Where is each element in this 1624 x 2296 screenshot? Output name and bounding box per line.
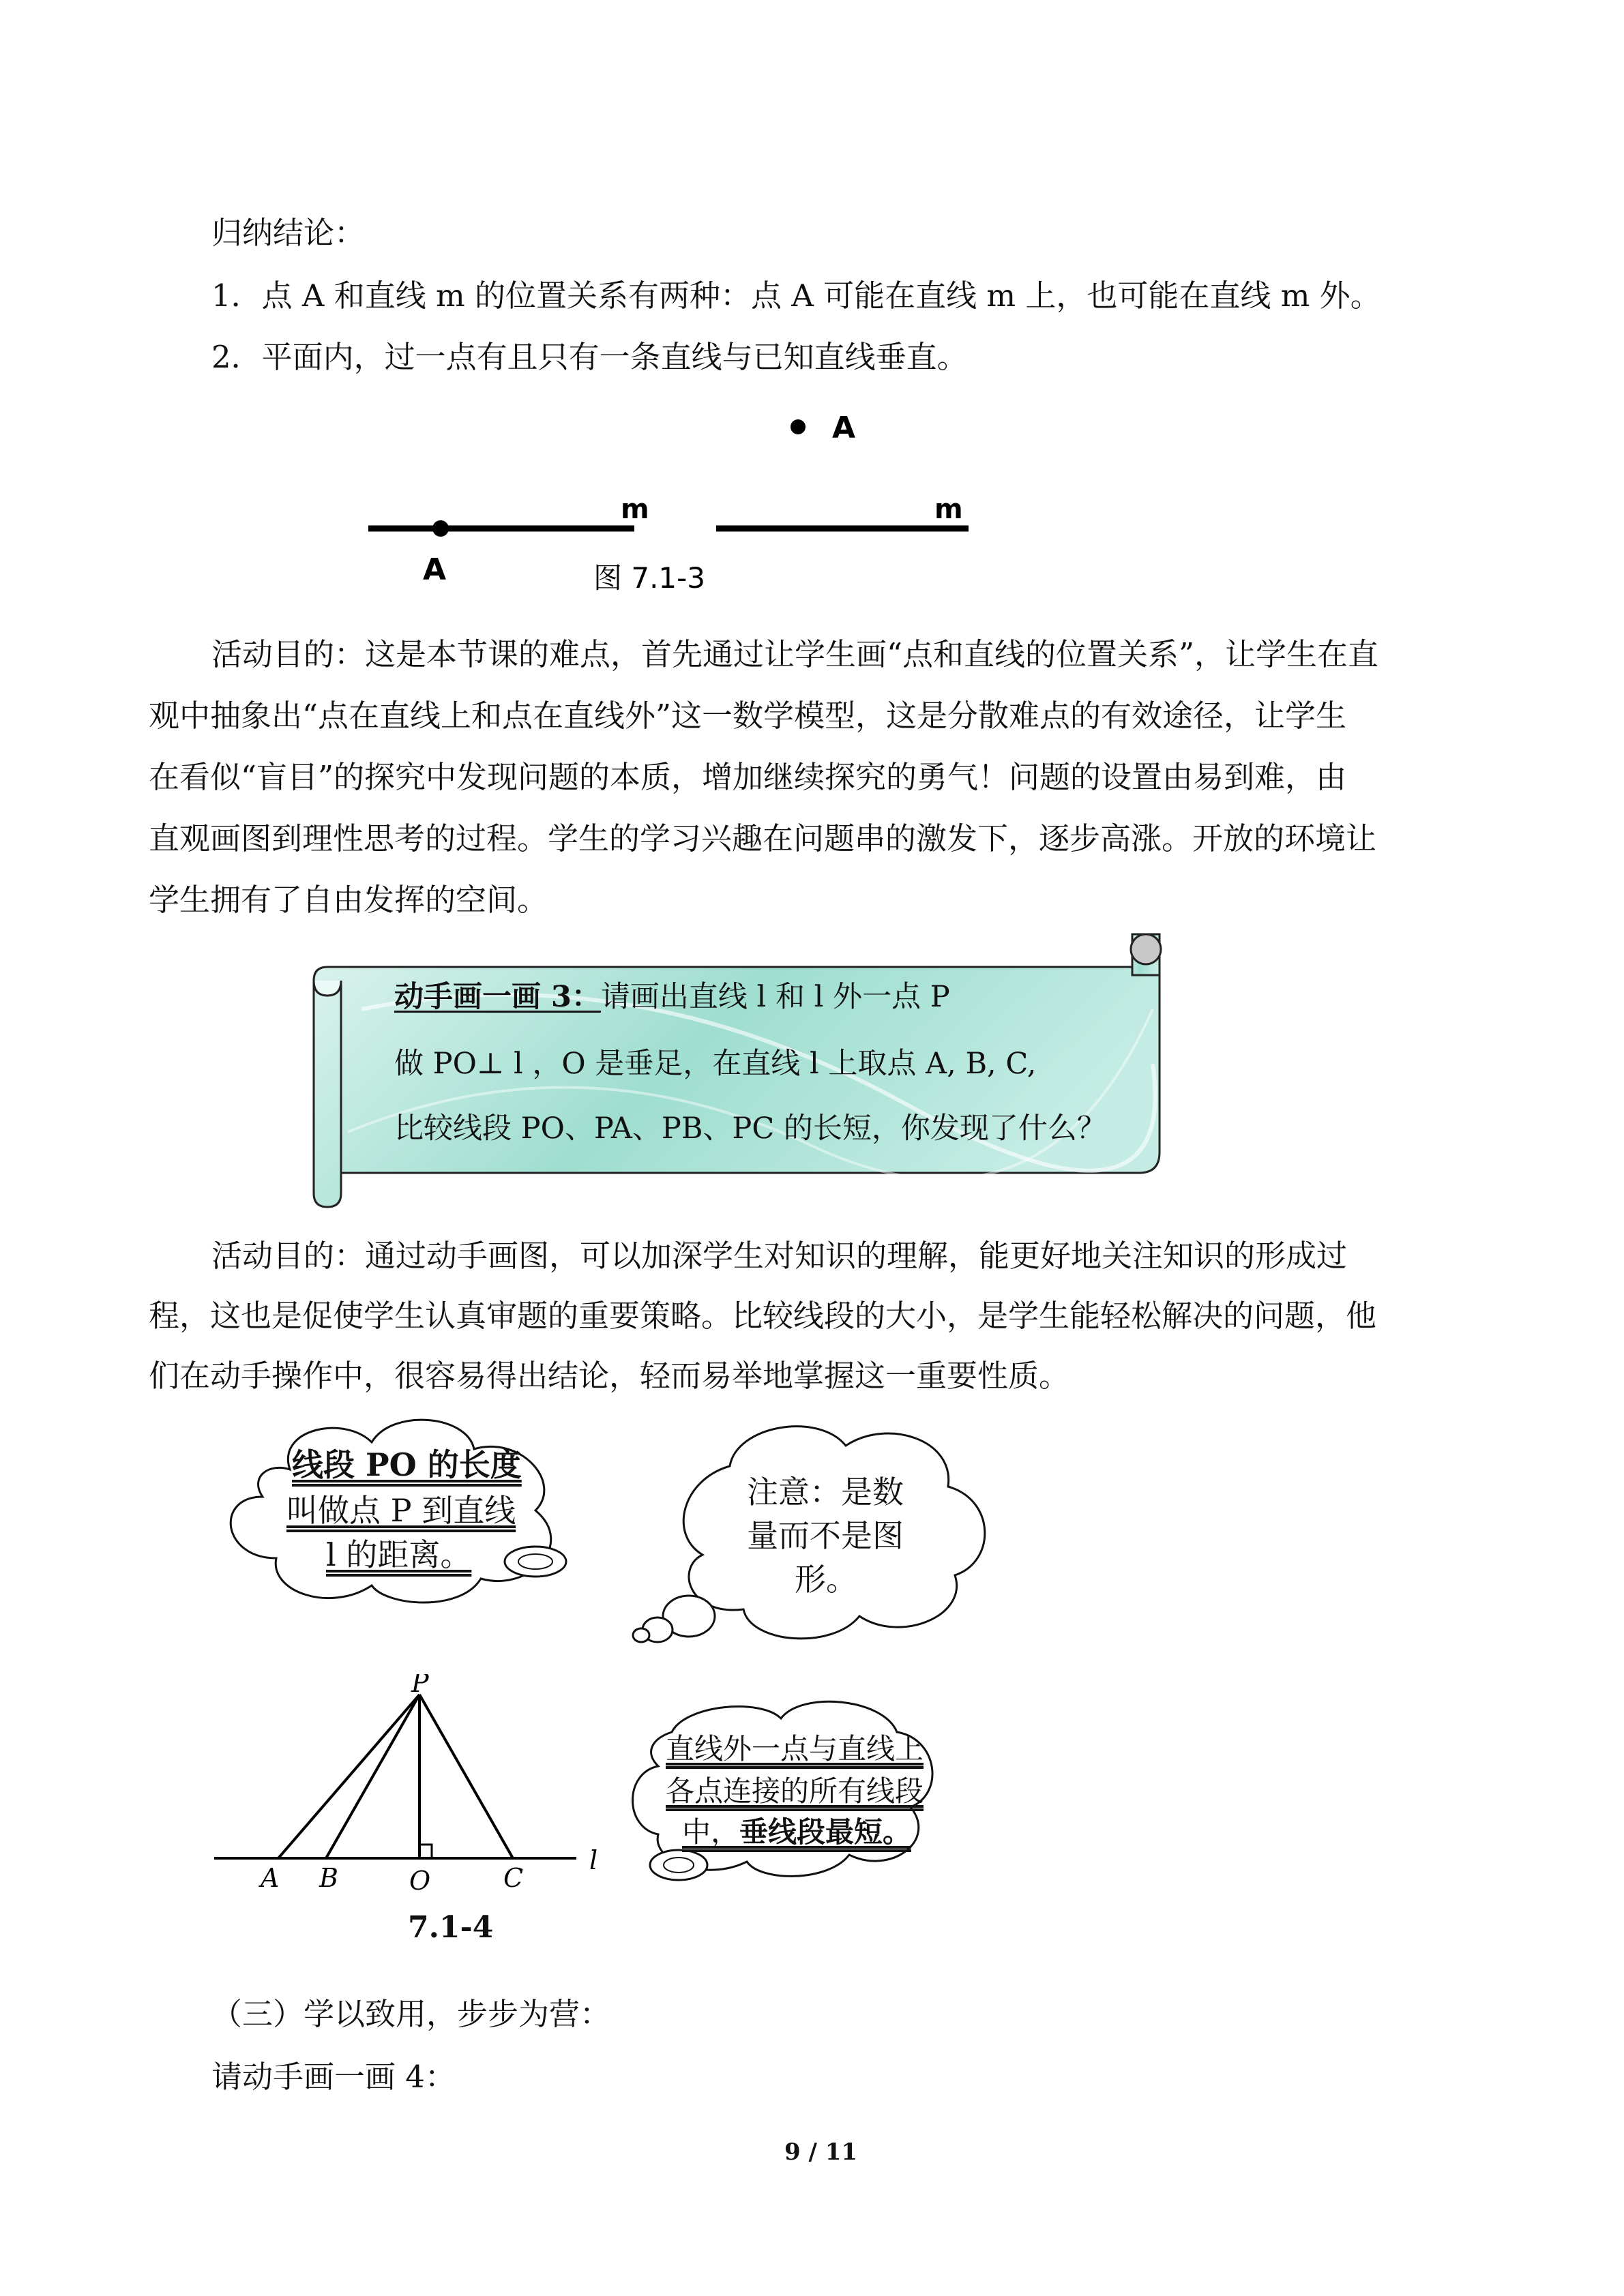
label-a-above: A xyxy=(832,411,856,445)
purpose1-line-5: 学生拥有了自由发挥的空间。 xyxy=(149,882,548,918)
cloud3-line-3: 中，垂线段最短。 xyxy=(682,1815,912,1849)
segment-pc xyxy=(419,1695,513,1858)
label-c: C xyxy=(503,1863,524,1892)
figure-7-1-3 xyxy=(355,402,1009,607)
label-a-below: A xyxy=(423,552,447,587)
label-m-left: m xyxy=(621,494,649,525)
purpose1-line-2: 观中抽象出“点在直线上和点在直线外”这一数学模型，这是分散难点的有效途径，让学生 xyxy=(149,698,1347,734)
cloud2-line-3: 形。 xyxy=(795,1561,857,1598)
scroll-line-3: 比较线段 PO、PA、PB、PC 的长短，你发现了什么？ xyxy=(394,1112,1106,1146)
label-p: P xyxy=(411,1674,429,1698)
scroll-line-2: 做 PO⊥ l ，O 是垂足，在直线 l 上取点 A, B, C, xyxy=(394,1047,1037,1081)
label-l: l xyxy=(589,1845,598,1875)
label-o: O xyxy=(409,1866,431,1892)
right-angle-mark xyxy=(419,1845,432,1858)
cloud1-line-1: 线段 PO 的长度 xyxy=(292,1446,522,1483)
figure-7-1-4 xyxy=(205,1674,628,1892)
segment-pa xyxy=(278,1695,419,1858)
cloud1-line-2: 叫做点 P 到直线 xyxy=(286,1492,516,1529)
cloud3-line-1: 直线外一点与直线上 xyxy=(666,1732,924,1765)
purpose1-line-1: 活动目的：这是本节课的难点，首先通过让学生画“点和直线的位置关系”，让学生在直 xyxy=(211,636,1379,672)
purpose1-line-4: 直观画图到理性思考的过程。学生的学习兴趣在问题串的激发下，逐步高涨。开放的环境让 xyxy=(149,820,1377,856)
section3-heading: （三）学以致用，步步为营： xyxy=(211,1996,611,2032)
page-number: 9 / 11 xyxy=(784,2138,858,2166)
scroll-line-1 xyxy=(394,976,950,1017)
figure-7-1-4-caption: 7.1-4 xyxy=(408,1910,494,1945)
conclusion-item-2: 2．平面内，过一点有且只有一条直线与已知直线垂直。 xyxy=(211,339,968,375)
label-a: A xyxy=(261,1863,280,1892)
label-m-right: m xyxy=(934,494,963,525)
figure-7-1-3-caption: 图 7.1-3 xyxy=(593,561,706,595)
section3-prompt: 请动手画一画 4： xyxy=(211,2059,456,2095)
scroll-line-1-text: 请画出直线 l 和 l 外一点 P xyxy=(600,980,950,1014)
cloud1-line-3: l 的距离。 xyxy=(326,1536,472,1573)
purpose2-line-2: 程，这也是促使学生认真审题的重要策略。比较线段的大小，是学生能轻松解决的问题，他 xyxy=(149,1298,1377,1334)
scroll-title: 动手画一画 3： xyxy=(394,980,601,1014)
cloud2-line-1: 注意：是数 xyxy=(747,1474,904,1510)
label-b: B xyxy=(319,1863,338,1892)
point-a-off-line xyxy=(791,419,806,434)
purpose2-line-3: 们在动手操作中，很容易得出结论，轻而易举地掌握这一重要性质。 xyxy=(149,1358,1070,1394)
cloud2-line-2: 量而不是图 xyxy=(747,1517,904,1554)
segment-pb xyxy=(326,1695,419,1858)
purpose1-line-3: 在看似“盲目”的探究中发现问题的本质，增加继续探究的勇气！问题的设置由易到难，由 xyxy=(149,759,1347,795)
point-a-on-line xyxy=(432,520,449,537)
cloud3-line-2: 各点连接的所有线段 xyxy=(666,1774,924,1808)
conclusion-heading: 归纳结论： xyxy=(211,215,366,251)
purpose2-line-1: 活动目的：通过动手画图，可以加深学生对知识的理解，能更好地关注知识的形成过 xyxy=(211,1238,1348,1274)
conclusion-item-1: 1．点 A 和直线 m 的位置关系有两种：点 A 可能在直线 m 上，也可能在直线 m 外。 xyxy=(211,278,1381,314)
